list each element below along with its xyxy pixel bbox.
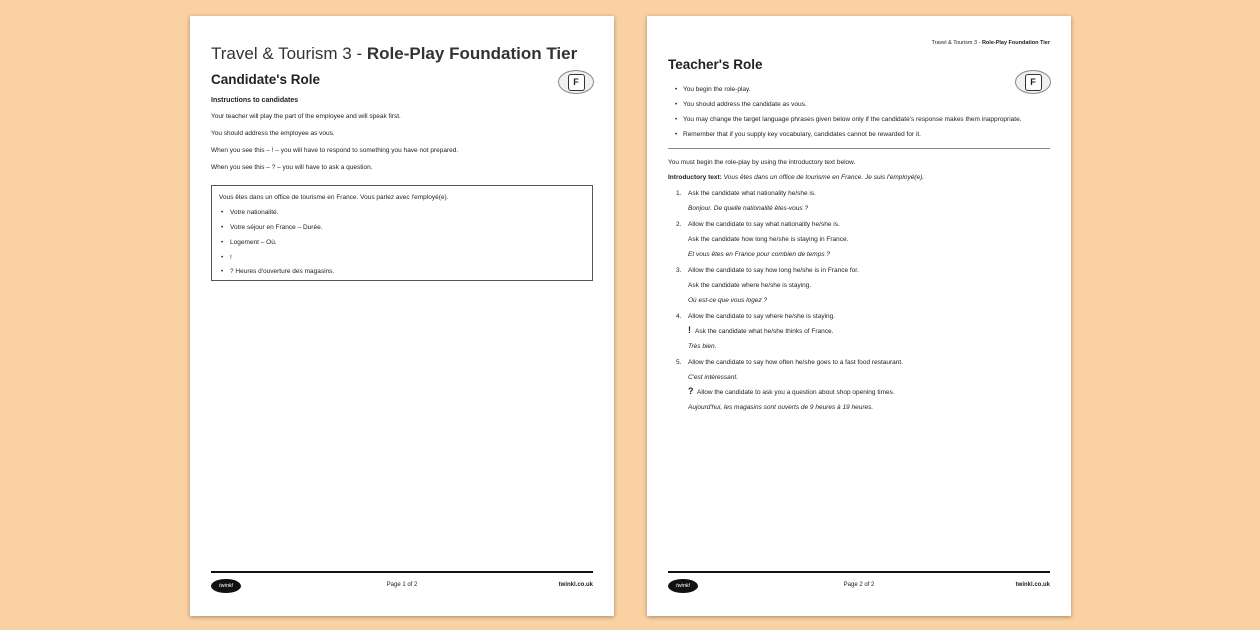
step-number: 3.: [676, 267, 682, 274]
page-number: Page 2 of 2: [843, 582, 875, 588]
step-line: Allow the candidate to ask you a question about shop opening times.: [697, 389, 895, 396]
role-play-card: [211, 185, 593, 281]
running-header: Travel & Tourism 3 - Role-Play Foundation Tier: [931, 40, 1050, 46]
teacher-instruction: • You may change the target language phrases given below only if the candidate's response makes them inappropriate.: [683, 116, 1022, 124]
teacher-instruction: • You begin the role-play.: [683, 86, 751, 94]
step-line-french: Bonjour. De quelle nationalité êtes-vous ?: [688, 205, 809, 212]
footer-site: twinkl.co.uk: [558, 582, 593, 588]
task-bullet: • !: [230, 254, 232, 262]
step-line: Allow the candidate to say where he/she is staying.: [688, 313, 836, 320]
twinkl-logo: twinkl: [211, 579, 241, 593]
step-line: Ask the candidate where he/she is staying.: [688, 282, 812, 289]
instruction-line: When you see this – ! – you will have to respond to something you have not prepared.: [211, 147, 459, 154]
teacher-instruction: • You should address the candidate as vous.: [683, 101, 807, 109]
step-line: Ask the candidate how long he/she is staying in France.: [688, 236, 849, 243]
task-bullet: • Logement – Où.: [230, 239, 277, 247]
question-mark: ?: [688, 386, 694, 396]
step-line: Allow the candidate to say how long he/she is in France for.: [688, 267, 859, 274]
instruction-line: Your teacher will play the part of the employee and will speak first.: [211, 113, 401, 120]
begin-instruction: You must begin the role-play by using the introductory text below.: [668, 159, 856, 166]
task-bullet: • Votre nationalité.: [230, 209, 278, 217]
step-line-french: Aujourd'hui, les magasins sont ouverts de 9 heures à 19 heures.: [688, 404, 874, 411]
footer-divider: [211, 571, 593, 573]
candidates-role-heading: Candidate's Role: [211, 72, 320, 87]
step-number: 2.: [676, 221, 682, 228]
step-line: Ask the candidate what nationality he/she is.: [688, 190, 816, 197]
worksheet-page-candidate: [190, 16, 614, 616]
twinkl-logo: twinkl: [668, 579, 698, 593]
instruction-line: You should address the employee as vous.: [211, 130, 335, 137]
section-divider: [668, 148, 1050, 149]
foundation-tier-badge: F: [1015, 70, 1051, 94]
step-number: 1.: [676, 190, 682, 197]
instruction-line: When you see this – ? – you will have to ask a question.: [211, 164, 373, 171]
step-number: 5.: [676, 359, 682, 366]
worksheet-page-teacher: [647, 16, 1071, 616]
teacher-instruction: • Remember that if you supply key vocabulary, candidates cannot be rewarded for it.: [683, 131, 921, 139]
step-number: 4.: [676, 313, 682, 320]
page-title: Travel & Tourism 3 - Role-Play Foundation Tier: [211, 44, 578, 63]
footer-site: twinkl.co.uk: [1015, 582, 1050, 588]
unexpected-question-mark: !: [688, 325, 691, 335]
teachers-role-heading: Teacher's Role: [668, 57, 763, 72]
footer-divider: [668, 571, 1050, 573]
step-line: Allow the candidate to say what nationality he/she is.: [688, 221, 840, 228]
task-bullet: • Votre séjour en France – Durée.: [230, 224, 323, 232]
instructions-heading: Instructions to candidates: [211, 97, 299, 104]
step-line-french: Où est-ce que vous logez ?: [688, 297, 768, 304]
step-line-french: C'est intéressant.: [688, 374, 739, 381]
page-number: Page 1 of 2: [386, 582, 418, 588]
step-line: Allow the candidate to say how often he/she goes to a fast food restaurant.: [688, 359, 903, 366]
step-line-french: Et vous êtes en France pour combien de temps ?: [688, 251, 830, 258]
foundation-tier-badge: F: [558, 70, 594, 94]
step-line-french: Très bien.: [688, 343, 717, 350]
scenario-text: Vous êtes dans un office de tourisme en France. Vous parlez avec l'employé(e).: [219, 194, 449, 201]
introductory-text: Introductory text: Vous êtes dans un office de tourisme en France. Je suis l'employé(e).: [668, 174, 925, 181]
task-bullet: • ? Heures d'ouverture des magasins.: [230, 268, 334, 276]
step-line: Ask the candidate what he/she thinks of France.: [695, 328, 834, 335]
